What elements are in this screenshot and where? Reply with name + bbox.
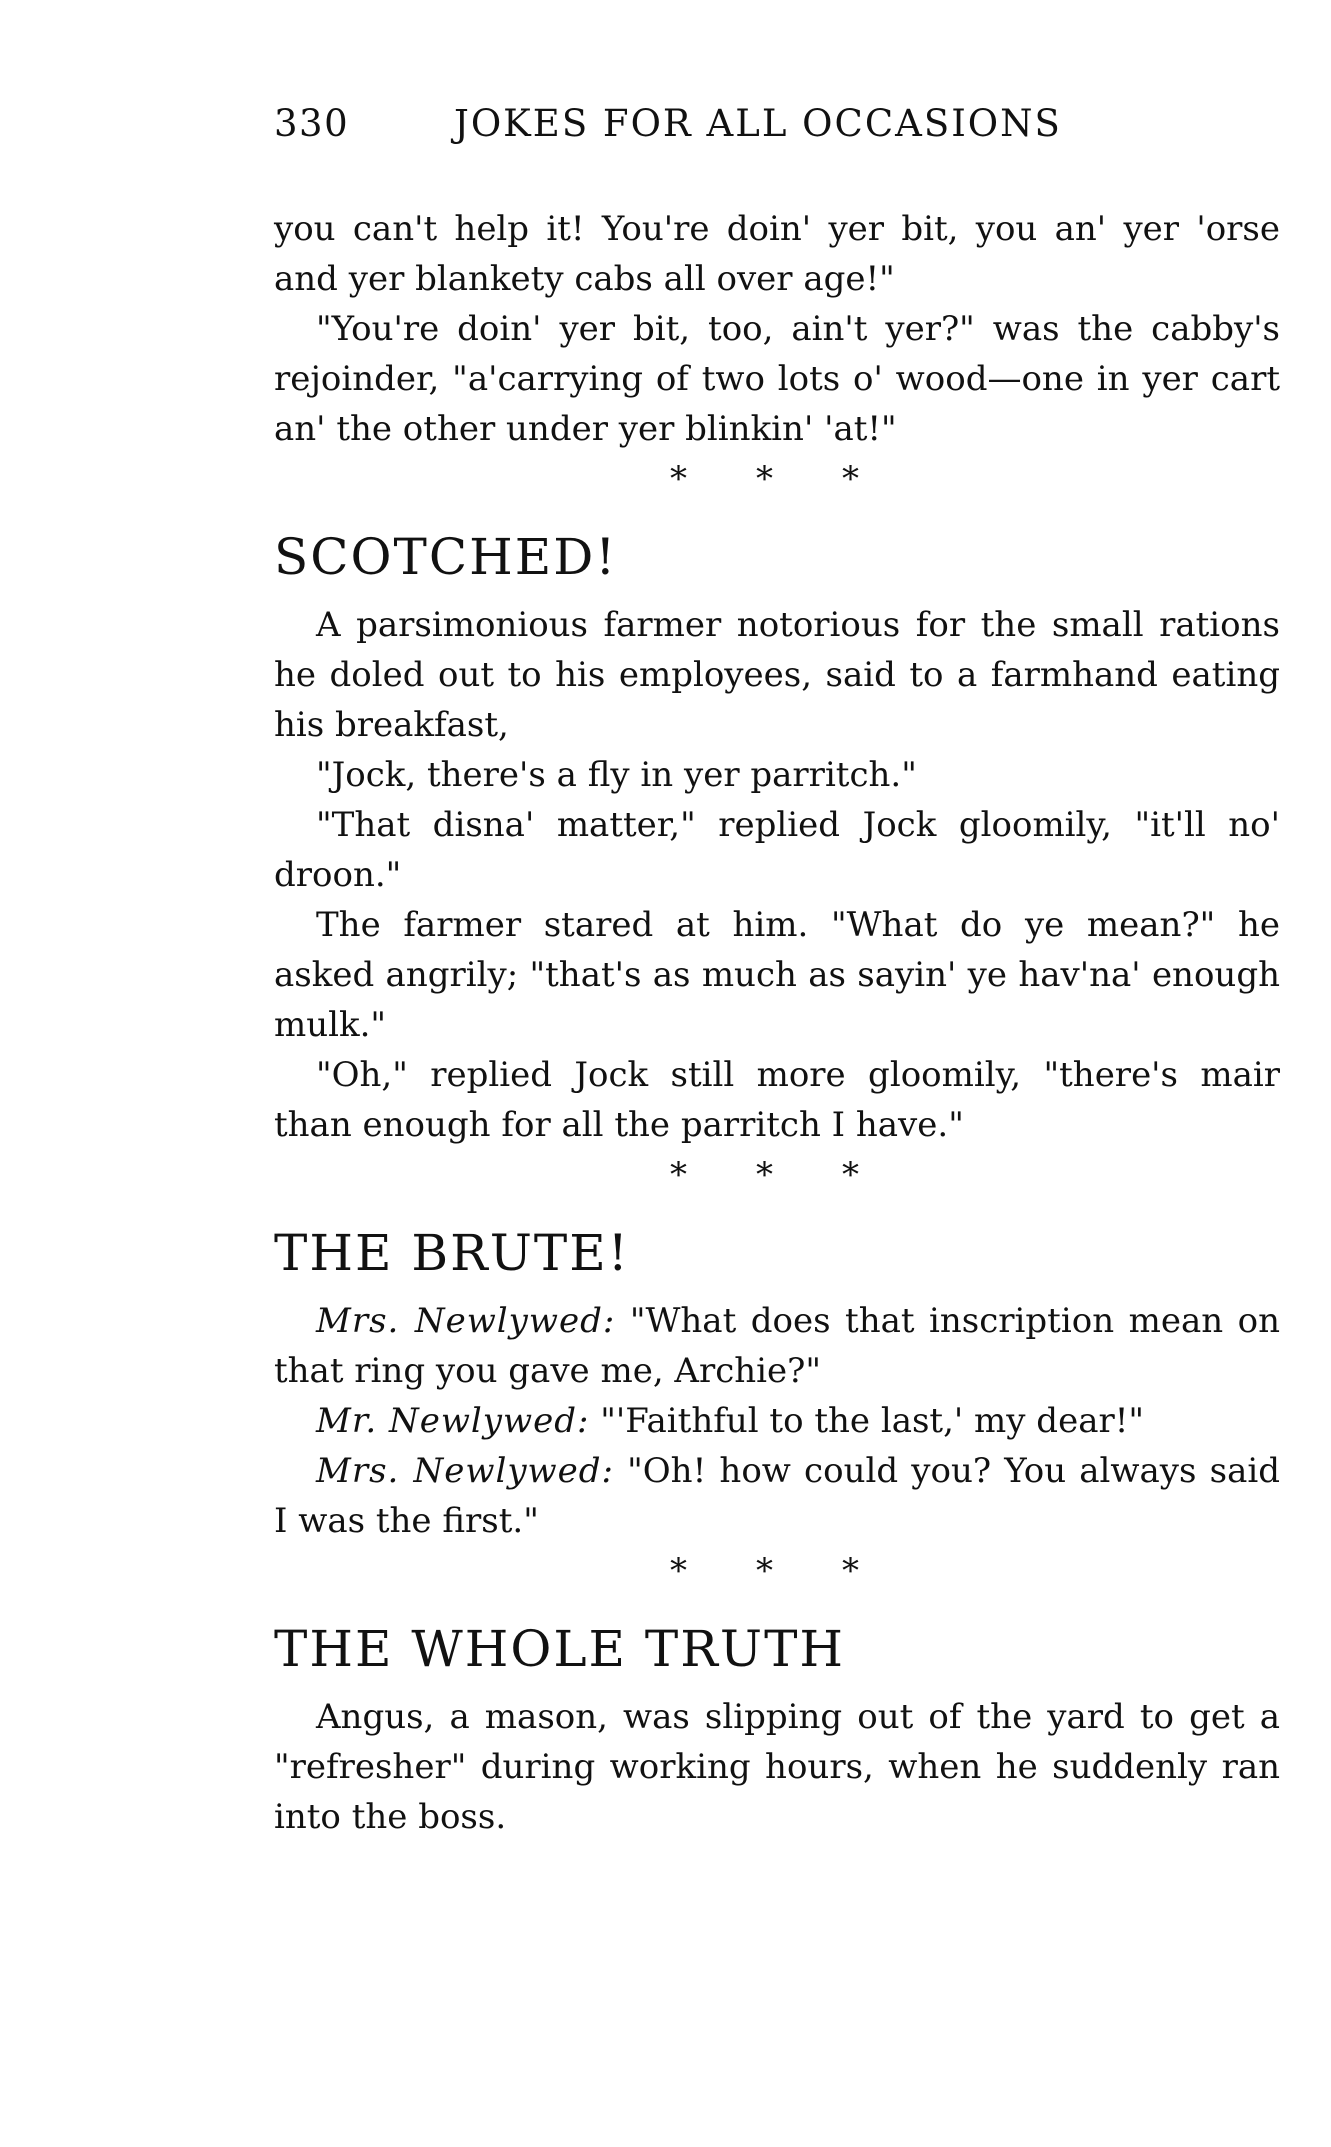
book-title: JOKES FOR ALL OCCASIONS <box>454 102 1062 145</box>
asterisk: * <box>842 1551 859 1591</box>
paragraph: "You're doin' yer bit, too, ain't yer?" was the cabby's rejoinder, "a'carrying of two lots o' wood—one in yer cart an' the other under yer blinkin' 'at!" <box>274 309 1280 449</box>
speaker-label: Mrs. Newlywed: <box>316 1451 614 1491</box>
speaker-label: Mrs. Newlywed: <box>316 1301 616 1341</box>
running-head <box>274 102 1280 162</box>
section-title-brute: THE BRUTE! <box>274 1224 630 1282</box>
text-column <box>274 102 1280 1842</box>
page-content <box>274 204 1280 1842</box>
dialogue-line <box>274 1446 1280 1546</box>
paragraph: A parsimonious farmer notorious for the small rations he doled out to his employees, said to a farmhand eating his breakfast, <box>274 605 1280 745</box>
page-number: 330 <box>274 102 350 145</box>
section-separator <box>274 1150 1280 1200</box>
paragraph: "Oh," replied Jock still more gloomily, "there's mair than enough for all the parritch I have." <box>274 1055 1280 1145</box>
section-title-scotched: SCOTCHED! <box>274 528 618 586</box>
asterisk: * <box>670 1551 687 1591</box>
asterisk: * <box>842 459 859 499</box>
paragraph: Angus, a mason, was slipping out of the yard to get a "refresher" during working hours, when he suddenly ran into the boss. <box>274 1697 1280 1837</box>
asterisk: * <box>756 1155 773 1195</box>
dialogue-text: "What does that inscription mean on that ring you gave me, Archie?" <box>274 1301 1280 1391</box>
asterisk: * <box>842 1155 859 1195</box>
dialogue-text: "Oh! how could you? You always said I was the first." <box>274 1451 1280 1541</box>
dialogue-line <box>274 1296 1280 1396</box>
paragraph: "That disna' matter," replied Jock gloomily, "it'll no' droon." <box>274 805 1280 895</box>
dialogue-line <box>274 1396 1280 1446</box>
dialogue-text: "'Faithful to the last,' my dear!" <box>600 1401 1145 1441</box>
asterisk: * <box>670 459 687 499</box>
section-separator <box>274 1546 1280 1596</box>
paragraph: "Jock, there's a fly in yer parritch." <box>316 755 917 795</box>
section-title-whole-truth: THE WHOLE TRUTH <box>274 1620 846 1678</box>
paragraph: The farmer stared at him. "What do ye mean?" he asked angrily; "that's as much as sayin' ye hav'na' enough mulk." <box>274 905 1280 1045</box>
asterisk: * <box>756 1551 773 1591</box>
asterisk: * <box>756 459 773 499</box>
continued-paragraph: you can't help it! You're doin' yer bit, you an' yer 'orse and yer blankety cabs all over age!" <box>274 209 1280 299</box>
asterisk: * <box>670 1155 687 1195</box>
speaker-label: Mr. Newlywed: <box>316 1401 590 1441</box>
section-separator <box>274 454 1280 504</box>
